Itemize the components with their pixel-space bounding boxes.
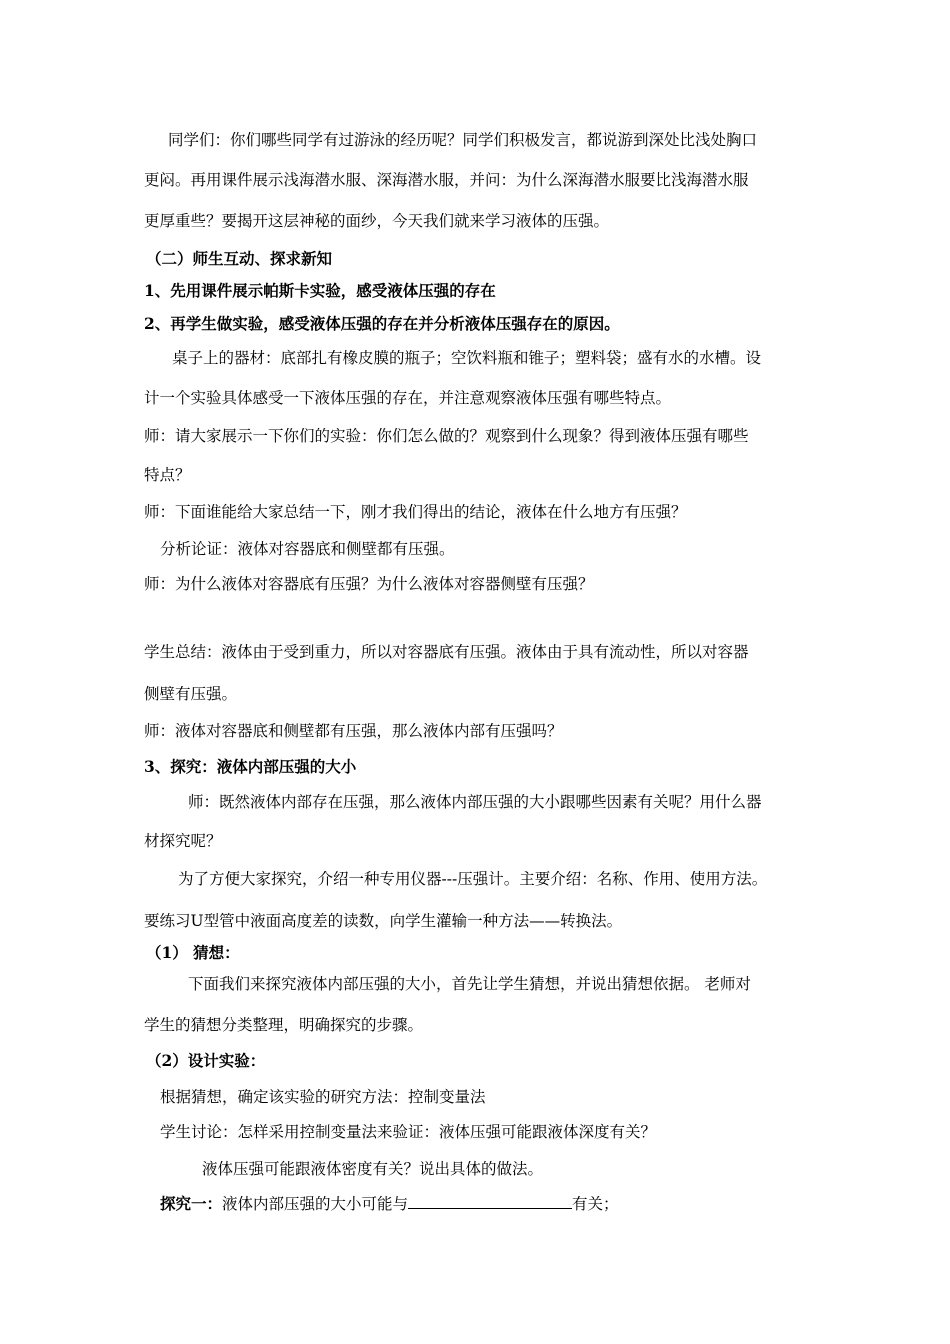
teacher-internal-question: 师：液体对容器底和侧壁都有压强，那么液体内部有压强吗？ xyxy=(144,722,563,740)
guess-line-2: 学生的猜想分类整理，明确探究的步骤。 xyxy=(144,1016,424,1034)
step-heading-2: 2、再学生做实验，感受液体压强的存在并分析液体压强存在的原因。 xyxy=(144,314,620,333)
inquiry-one-end: 有关； xyxy=(572,1195,619,1213)
inquiry-one xyxy=(160,1192,619,1214)
teacher-factors-line-2: 材探究呢？ xyxy=(144,832,222,850)
instrument-line-2: 要练习U型管中液面高度差的读数，向学生灌输一种方法——转换法。 xyxy=(144,912,623,930)
fill-in-blank xyxy=(408,1194,572,1209)
teacher-summary-question: 师：下面谁能给大家总结一下，刚才我们得出的结论，液体在什么地方有压强？ xyxy=(144,503,687,521)
teacher-line-1: 师：请大家展示一下你们的实验：你们怎么做的？观察到什么现象？得到液体压强有哪些 xyxy=(144,427,749,445)
step-heading-3: 3、探究：液体内部压强的大小 xyxy=(144,757,357,776)
intro-line-3: 更厚重些？要揭开这层神秘的面纱，今天我们就来学习液体的压强。 xyxy=(144,212,610,230)
guess-heading: （1） 猜想： xyxy=(146,943,240,962)
inquiry-one-label: 探究一： xyxy=(160,1194,223,1213)
section-heading-2: （二）师生互动、探求新知 xyxy=(146,249,333,268)
discussion-line-1: 学生讨论：怎样采用控制变量法来验证：液体压强可能跟液体深度有关？ xyxy=(160,1123,657,1141)
intro-line-2: 更闷。再用课件展示浅海潜水服、深海潜水服，并问：为什么深海潜水服要比浅海潜水服 xyxy=(144,171,749,189)
teacher-line-2: 特点？ xyxy=(144,466,191,484)
instrument-line-1: 为了方便大家探究，介绍一种专用仪器---压强计。主要介绍：名称、作用、使用方法。 xyxy=(178,870,768,888)
student-summary-line-2: 侧壁有压强。 xyxy=(144,685,238,703)
discussion-line-2: 液体压强可能跟液体密度有关？说出具体的做法。 xyxy=(202,1160,544,1178)
method-line: 根据猜想，确定该实验的研究方法：控制变量法 xyxy=(160,1088,486,1106)
equipment-line-2: 计一个实验具体感受一下液体压强的存在，并注意观察液体压强有哪些特点。 xyxy=(144,389,672,407)
intro-line-1: 同学们：你们哪些同学有过游泳的经历呢？同学们积极发言，都说游到深处比浅处胸口 xyxy=(168,131,758,149)
guess-line-1: 下面我们来探究液体内部压强的大小，首先让学生猜想，并说出猜想依据。 老师对 xyxy=(188,975,751,993)
student-summary-line-1: 学生总结：液体由于受到重力，所以对容器底有压强。液体由于具有流动性，所以对容器 xyxy=(144,643,749,661)
step-heading-1: 1、先用课件展示帕斯卡实验，感受液体压强的存在 xyxy=(144,281,496,300)
teacher-why-question: 师：为什么液体对容器底有压强？为什么液体对容器侧壁有压强？ xyxy=(144,575,594,593)
teacher-factors-line-1: 师：既然液体内部存在压强，那么液体内部压强的大小跟哪些因素有关呢？用什么器 xyxy=(188,793,762,811)
equipment-line-1: 桌子上的器材：底部扎有橡皮膜的瓶子；空饮料瓶和锥子；塑料袋；盛有水的水槽。设 xyxy=(172,349,762,367)
analysis-line: 分析论证：液体对容器底和侧壁都有压强。 xyxy=(160,540,455,558)
inquiry-one-text: 液体内部压强的大小可能与 xyxy=(222,1195,409,1213)
design-heading: （2）设计实验： xyxy=(146,1051,266,1070)
